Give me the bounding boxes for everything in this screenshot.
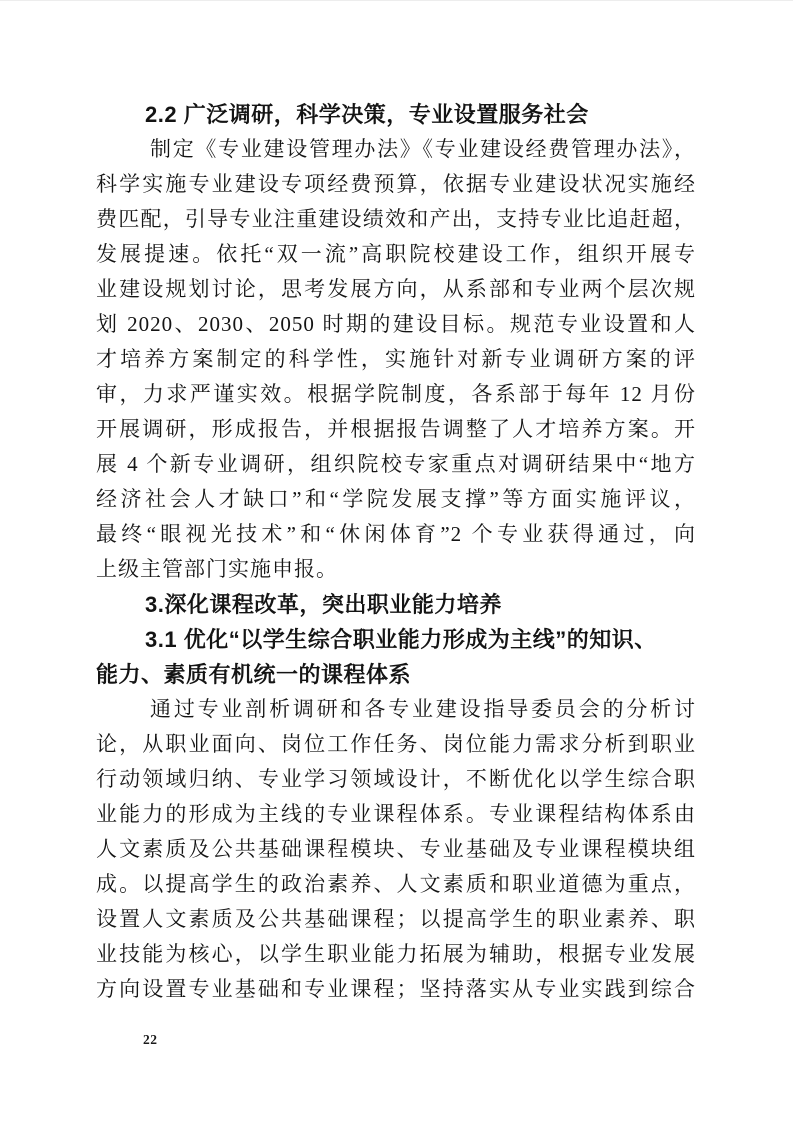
body-line: 成。以提高学生的政治素养、人文素质和职业道德为重点，: [96, 872, 696, 896]
body-line: 方向设置专业基础和专业课程；坚持落实从专业实践到综合: [96, 977, 696, 1001]
page-number: 22: [143, 1032, 158, 1047]
section-heading-3-1-line2: 能力、素质有机统一的课程体系: [96, 662, 412, 687]
body-line: 科学实施专业建设专项经费预算，依据专业建设状况实施经: [96, 172, 696, 196]
body-line: 论，从职业面向、岗位工作任务、岗位能力需求分析到职业: [96, 732, 696, 756]
body-line: 人文素质及公共基础课程模块、专业基础及专业课程模块组: [96, 837, 696, 861]
body-line: 最终“眼视光技术”和“休闲体育”2 个专业获得通过，向: [96, 522, 696, 546]
body-line-paragraph-end: 上级主管部门实施申报。: [96, 557, 338, 581]
body-line: 发展提速。依托“双一流”高职院校建设工作，组织开展专: [96, 242, 696, 266]
body-line: 经济社会人才缺口”和“学院发展支撑”等方面实施评议，: [96, 487, 696, 511]
body-line: 设置人文素质及公共基础课程；以提高学生的职业素养、职: [96, 907, 696, 931]
body-line: 才培养方案制定的科学性，实施针对新专业调研方案的评: [96, 347, 696, 371]
body-line: 业能力的形成为主线的专业课程体系。专业课程结构体系由: [96, 802, 696, 826]
body-line: 费匹配，引导专业注重建设绩效和产出，支持专业比追赶超，: [96, 207, 696, 231]
section-heading-2-2: 2.2 广泛调研，科学决策，专业设置服务社会: [145, 102, 589, 127]
body-line: 业技能为核心，以学生职业能力拓展为辅助，根据专业发展: [96, 942, 696, 966]
body-line: 划 2020、2030、2050 时期的建设目标。规范专业设置和人: [96, 312, 696, 336]
body-line: 开展调研，形成报告，并根据报告调整了人才培养方案。开: [96, 417, 696, 441]
body-line: 展 4 个新专业调研，组织院校专家重点对调研结果中“地方: [96, 452, 696, 476]
body-line: 通过专业剖析调研和各专业建设指导委员会的分析讨: [150, 697, 696, 721]
body-line: 行动领域归纳、专业学习领域设计，不断优化以学生综合职: [96, 767, 696, 791]
section-heading-3: 3.深化课程改革，突出职业能力培养: [145, 592, 502, 617]
body-line: 业建设规划讨论，思考发展方向，从系部和专业两个层次规: [96, 277, 696, 301]
body-line: 制定《专业建设管理办法》《专业建设经费管理办法》，: [150, 137, 696, 161]
section-heading-3-1-line1: 3.1 优化“以学生综合职业能力形成为主线”的知识、: [145, 627, 657, 652]
body-line: 审，力求严谨实效。根据学院制度，各系部于每年 12 月份: [96, 382, 696, 406]
document-body: [96, 97, 696, 1007]
